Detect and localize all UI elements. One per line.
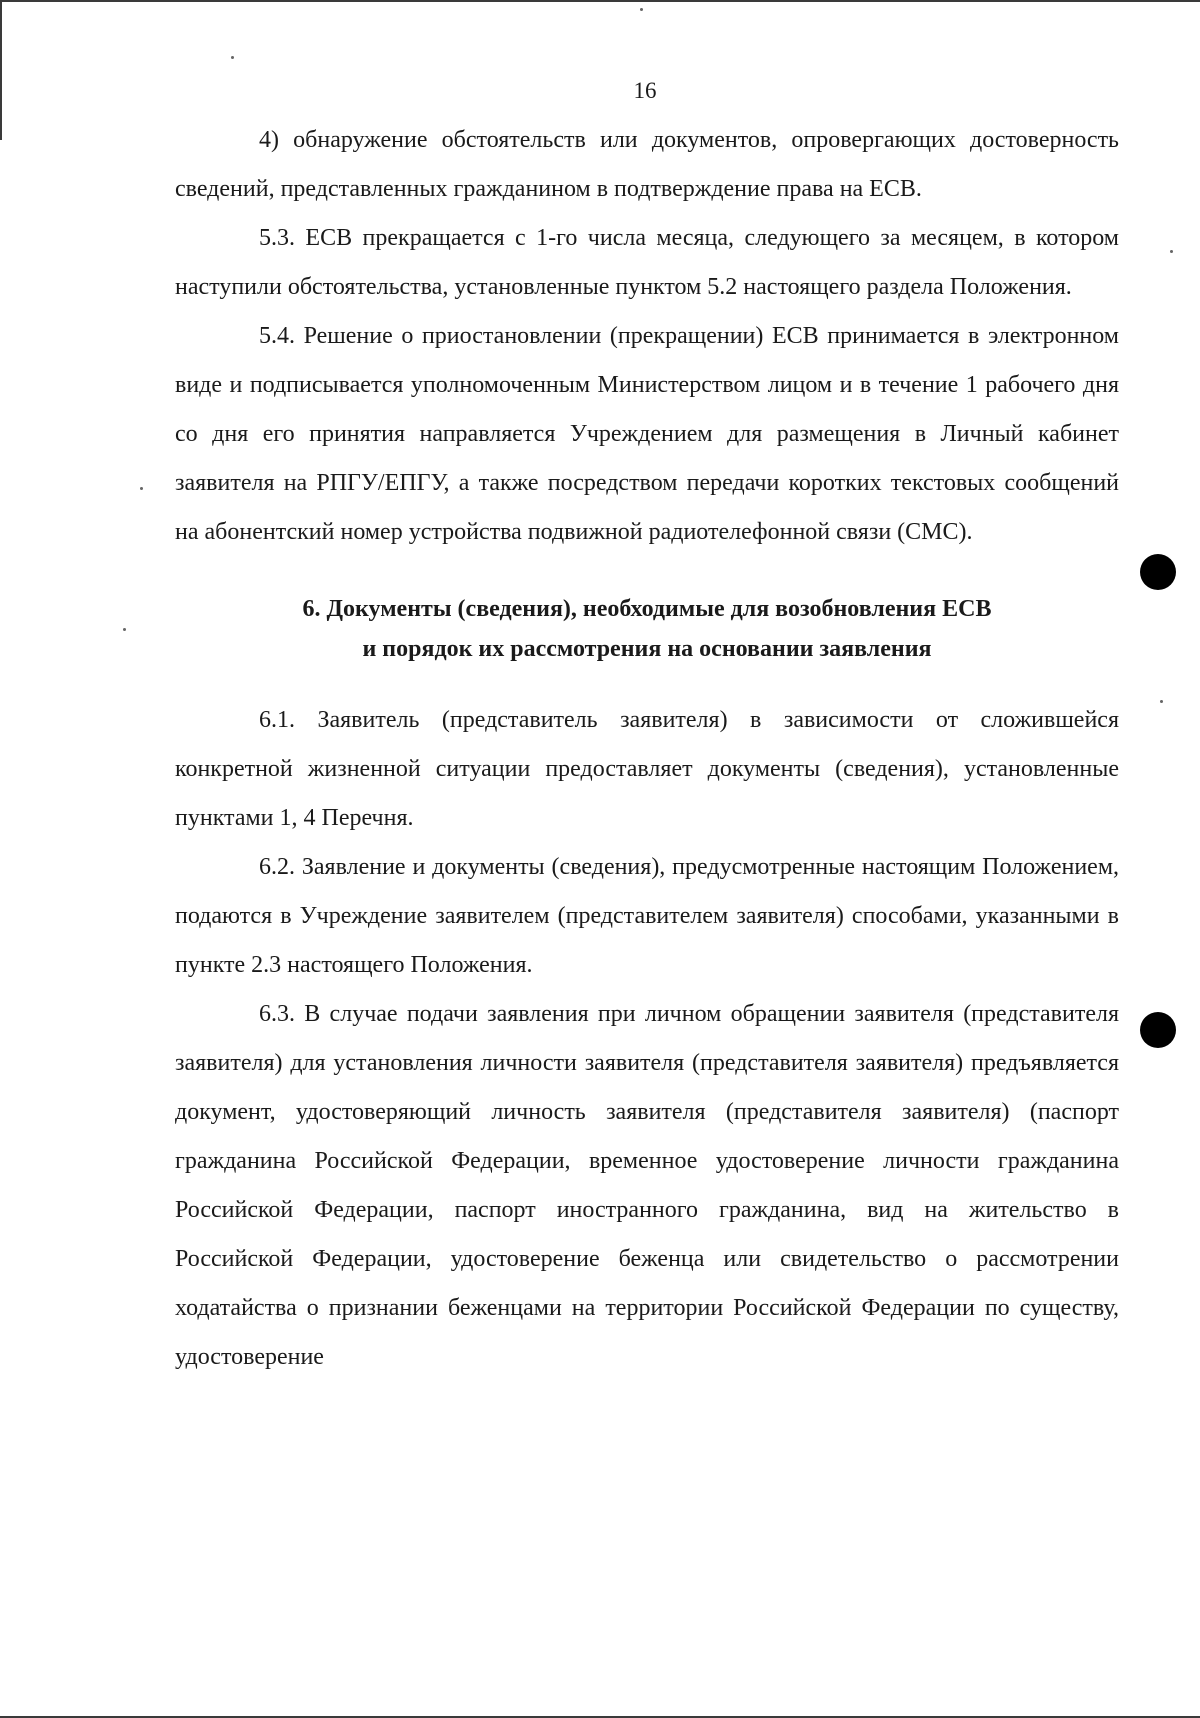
scan-speck (1160, 700, 1163, 703)
paragraph-6-3: 6.3. В случае подачи заявления при личном обращении заявителя (представителя заявителя) для установления личности заявителя (представителя заявителя) предъявляется документ, удостоверяющий личность заявителя (представителя заявителя) (паспорт гражданина Российской Федерации, временное удостоверение личности гражданина Российской Федерации, паспорт иностранного гражданина, вид на жительство в Российской Федерации, удостоверение беженца или свидетельство о рассмотрении ходатайства о признании беженцами на территории Российской Федерации по существу, удостоверение (175, 1001, 1119, 1370)
scan-edge-top (0, 0, 1200, 2)
scan-speck (640, 8, 643, 11)
punch-hole-bottom (1140, 1012, 1176, 1048)
document-body (175, 116, 1119, 1382)
paragraph-5-4: 5.4. Решение о приостановлении (прекращении) ЕСВ принимается в электронном виде и подписывается уполномоченным Министерством лицом и в течение 1 рабочего дня со дня его принятия направляется Учреждением для размещения в Личный кабинет заявителя на РПГУ/ЕПГУ, а также посредством передачи коротких текстовых сообщений на абонентский номер устройства подвижной радиотелефонной связи (СМС). (175, 323, 1119, 545)
scan-speck (123, 628, 126, 631)
scan-speck (140, 487, 143, 490)
section-heading-line-1: 6. Документы (сведения), необходимые для возобновления ЕСВ (302, 596, 992, 622)
paragraph-6-1: 6.1. Заявитель (представитель заявителя) в зависимости от сложившейся конкретной жизненной ситуации предоставляет документы (сведения), установленные пунктами 1, 4 Перечня. (175, 707, 1119, 831)
section-heading-line-2: и порядок их рассмотрения на основании заявления (362, 636, 932, 662)
scan-speck (231, 56, 234, 59)
section-heading (175, 589, 1119, 669)
paragraph-5-3: 5.3. ЕСВ прекращается с 1-го числа месяца, следующего за месяцем, в котором наступили обстоятельства, установленные пунктом 5.2 настоящего раздела Положения. (175, 225, 1119, 300)
scan-edge-left (0, 0, 2, 140)
page-number: 16 (633, 78, 657, 103)
paragraph-item-4: 4) обнаружение обстоятельств или документов, опровергающих достоверность сведений, представленных гражданином в подтверждение права на ЕСВ. (175, 127, 1119, 202)
paragraph-6-2: 6.2. Заявление и документы (сведения), предусмотренные настоящим Положением, подаются в Учреждение заявителем (представителем заявителя) способами, указанными в пункте 2.3 настоящего Положения. (175, 854, 1119, 978)
punch-hole-top (1140, 554, 1176, 590)
scan-speck (1170, 250, 1173, 253)
